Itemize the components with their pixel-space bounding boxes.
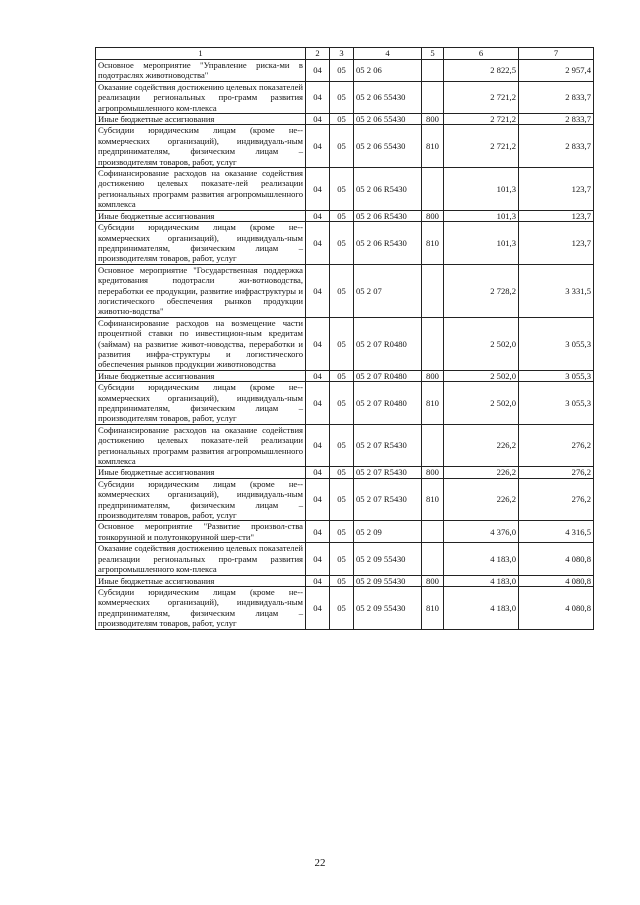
row-amount-year2: 276,2 [519,467,594,478]
row-expense-type: 810 [422,382,444,425]
row-amount-year1: 101,3 [444,222,519,265]
row-name: Иные бюджетные ассигнования [96,370,306,381]
row-subsection: 05 [330,81,354,113]
row-target-article: 05 2 07 R5430 [354,467,422,478]
header-row [96,48,594,60]
row-name: Иные бюджетные ассигнования [96,467,306,478]
row-target-article: 05 2 06 R5430 [354,222,422,265]
row-amount-year2: 3 055,3 [519,382,594,425]
row-subsection: 05 [330,521,354,543]
table-row [96,222,594,265]
row-section: 04 [306,114,330,125]
row-expense-type: 800 [422,575,444,586]
row-expense-type: 800 [422,114,444,125]
row-section: 04 [306,168,330,211]
row-name: Основное мероприятие "Государственная поддержка кредитования подотрасли жи-вотноводства, переработки ее продукции, развитие инфраструктуры и логистического обеспечения рынков продукции животно-водства" [96,264,306,317]
row-target-article: 05 2 07 R5430 [354,478,422,521]
row-amount-year1: 2 502,0 [444,317,519,370]
row-amount-year1: 226,2 [444,424,519,467]
row-target-article: 05 2 09 55430 [354,575,422,586]
row-amount-year2: 3 055,3 [519,317,594,370]
row-subsection: 05 [330,478,354,521]
row-name: Субсидии юридическим лицам (кроме не-коммерческих организаций), индивидуаль-ным предпринимателям, физическим лицам – производителям товаров, работ, услуг [96,478,306,521]
table-row [96,543,594,575]
row-subsection: 05 [330,424,354,467]
row-expense-type [422,543,444,575]
row-subsection: 05 [330,382,354,425]
row-subsection: 05 [330,125,354,168]
row-section: 04 [306,521,330,543]
row-amount-year2: 123,7 [519,222,594,265]
table-row [96,210,594,221]
row-amount-year1: 2 721,2 [444,81,519,113]
row-name: Софинансирование расходов на оказание содействия достижению целевых показате-лей реализации региональных программ развития агропромышленного комплекса [96,168,306,211]
page-number: 22 [314,857,326,869]
row-amount-year2: 2 957,4 [519,60,594,82]
row-expense-type: 810 [422,586,444,629]
row-expense-type [422,424,444,467]
row-name: Иные бюджетные ассигнования [96,210,306,221]
row-target-article: 05 2 07 [354,264,422,317]
row-section: 04 [306,60,330,82]
row-amount-year2: 2 833,7 [519,125,594,168]
row-expense-type [422,521,444,543]
table-row [96,382,594,425]
row-expense-type [422,81,444,113]
row-amount-year1: 101,3 [444,210,519,221]
row-name: Софинансирование расходов на возмещение части процентной ставки по инвестицион-ным кредитам (займам) на развитие живот-новодства, переработки и развития инфра-структуры и логистического обеспечения рынков продукции животноводства [96,317,306,370]
row-amount-year1: 226,2 [444,467,519,478]
table-row [96,114,594,125]
table-row [96,168,594,211]
row-target-article: 05 2 06 [354,60,422,82]
row-expense-type: 800 [422,467,444,478]
row-section: 04 [306,264,330,317]
col-header-name: 1 [96,48,306,60]
row-target-article: 05 2 07 R0480 [354,370,422,381]
table-row [96,586,594,629]
table-body [96,60,594,630]
row-expense-type [422,60,444,82]
row-name: Софинансирование расходов на оказание содействия достижению целевых показате-лей реализации региональных программ развития агропромышленного комплекса [96,424,306,467]
table-row [96,478,594,521]
row-amount-year1: 2 728,2 [444,264,519,317]
row-amount-year1: 226,2 [444,478,519,521]
row-expense-type [422,317,444,370]
row-section: 04 [306,125,330,168]
row-section: 04 [306,382,330,425]
table-row [96,60,594,82]
col-header-target-article: 4 [354,48,422,60]
row-target-article: 05 2 07 R0480 [354,317,422,370]
row-amount-year2: 3 331,5 [519,264,594,317]
row-section: 04 [306,370,330,381]
row-amount-year1: 2 502,0 [444,382,519,425]
row-amount-year1: 4 183,0 [444,543,519,575]
row-target-article: 05 2 06 R5430 [354,168,422,211]
row-amount-year2: 2 833,7 [519,114,594,125]
row-amount-year1: 2 721,2 [444,114,519,125]
row-amount-year1: 4 376,0 [444,521,519,543]
row-target-article: 05 2 09 55430 [354,586,422,629]
row-amount-year2: 3 055,3 [519,370,594,381]
row-subsection: 05 [330,575,354,586]
row-amount-year2: 123,7 [519,210,594,221]
table-row [96,125,594,168]
row-amount-year1: 4 183,0 [444,575,519,586]
row-section: 04 [306,586,330,629]
row-name: Субсидии юридическим лицам (кроме не-коммерческих организаций), индивидуаль-ным предпринимателям, физическим лицам – производителям товаров, работ, услуг [96,222,306,265]
row-section: 04 [306,424,330,467]
row-amount-year1: 2 502,0 [444,370,519,381]
row-expense-type [422,168,444,211]
row-name: Иные бюджетные ассигнования [96,114,306,125]
row-name: Субсидии юридическим лицам (кроме не-коммерческих организаций), индивидуаль-ным предпринимателям, физическим лицам – производителям товаров, работ, услуг [96,125,306,168]
row-target-article: 05 2 07 R0480 [354,382,422,425]
table-row [96,575,594,586]
row-subsection: 05 [330,543,354,575]
row-name: Иные бюджетные ассигнования [96,575,306,586]
row-amount-year2: 276,2 [519,478,594,521]
row-name: Основное мероприятие "Развитие произвол-ства тонкорунной и полутонкорунной шер-сти" [96,521,306,543]
row-name: Субсидии юридическим лицам (кроме не-коммерческих организаций), индивидуаль-ным предпринимателям, физическим лицам – производителям товаров, работ, услуг [96,586,306,629]
row-subsection: 05 [330,264,354,317]
row-expense-type: 810 [422,125,444,168]
row-subsection: 05 [330,370,354,381]
row-section: 04 [306,317,330,370]
row-subsection: 05 [330,586,354,629]
row-subsection: 05 [330,467,354,478]
row-amount-year2: 4 316,5 [519,521,594,543]
table-row [96,467,594,478]
row-target-article: 05 2 06 55430 [354,125,422,168]
row-amount-year2: 2 833,7 [519,81,594,113]
row-expense-type: 810 [422,222,444,265]
table-row [96,370,594,381]
row-amount-year2: 123,7 [519,168,594,211]
row-subsection: 05 [330,114,354,125]
row-section: 04 [306,478,330,521]
row-amount-year2: 4 080,8 [519,575,594,586]
row-amount-year1: 4 183,0 [444,586,519,629]
row-target-article: 05 2 06 55430 [354,114,422,125]
col-header-amount-year1: 6 [444,48,519,60]
row-section: 04 [306,543,330,575]
row-expense-type [422,264,444,317]
row-expense-type: 810 [422,478,444,521]
row-section: 04 [306,81,330,113]
table-row [96,424,594,467]
row-section: 04 [306,467,330,478]
row-amount-year2: 276,2 [519,424,594,467]
row-name: Основное мероприятие "Управление риска-ми в подотраслях животноводства" [96,60,306,82]
row-section: 04 [306,210,330,221]
row-section: 04 [306,222,330,265]
row-name: Оказание содействия достижению целевых показателей реализации региональных про-грамм развития агропромышленного ком-плекса [96,543,306,575]
row-subsection: 05 [330,60,354,82]
col-header-subsection: 3 [330,48,354,60]
row-expense-type: 800 [422,210,444,221]
row-subsection: 05 [330,210,354,221]
budget-table [95,47,594,630]
col-header-section: 2 [306,48,330,60]
row-subsection: 05 [330,222,354,265]
row-amount-year2: 4 080,8 [519,543,594,575]
row-name: Субсидии юридическим лицам (кроме не-коммерческих организаций), индивидуаль-ным предпринимателям, физическим лицам – производителям товаров, работ, услуг [96,382,306,425]
row-subsection: 05 [330,317,354,370]
table-row [96,264,594,317]
col-header-amount-year2: 7 [519,48,594,60]
row-expense-type: 800 [422,370,444,381]
row-section: 04 [306,575,330,586]
row-target-article: 05 2 06 R5430 [354,210,422,221]
table-row [96,317,594,370]
row-amount-year2: 4 080,8 [519,586,594,629]
row-target-article: 05 2 09 [354,521,422,543]
row-target-article: 05 2 07 R5430 [354,424,422,467]
row-subsection: 05 [330,168,354,211]
row-target-article: 05 2 09 55430 [354,543,422,575]
row-amount-year1: 101,3 [444,168,519,211]
table-row [96,521,594,543]
row-target-article: 05 2 06 55430 [354,81,422,113]
row-name: Оказание содействия достижению целевых показателей реализации региональных про-грамм развития агропромышленного ком-плекса [96,81,306,113]
col-header-expense-type: 5 [422,48,444,60]
row-amount-year1: 2 721,2 [444,125,519,168]
row-amount-year1: 2 822,5 [444,60,519,82]
table-row [96,81,594,113]
